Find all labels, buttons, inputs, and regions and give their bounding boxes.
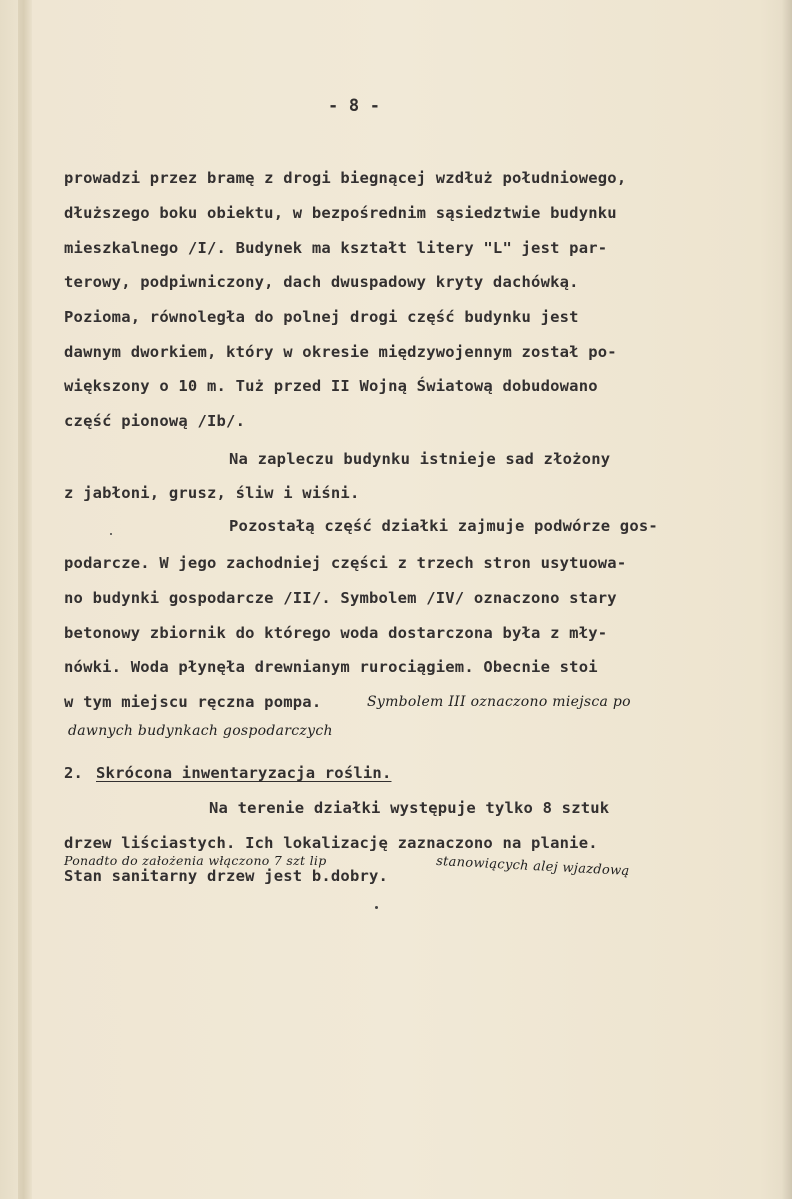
- text-line: dawnym dworkiem, który w okresie międzywojennym został po-: [64, 343, 617, 361]
- handwritten-note: dawnych budynkach gospodarczych: [68, 723, 333, 739]
- text-line: Na terenie działki występuje tylko 8 sztuk: [209, 799, 610, 817]
- text-line: Na zapleczu budynku istnieje sad złożony: [229, 450, 611, 468]
- text-line: nówki. Woda płynęła drewnianym rurociągiem. Obecnie stoi: [64, 658, 598, 676]
- text-line: drzew liściastych. Ich lokalizację zaznaczono na planie.: [64, 834, 598, 852]
- text-line: Stan sanitarny drzew jest b.dobry.: [64, 867, 389, 885]
- text-line: Pozioma, równoległa do polnej drogi część budynku jest: [64, 308, 579, 326]
- text-line: w tym miejscu ręczna pompa.: [64, 693, 322, 711]
- page-binding-shadow: [18, 0, 32, 1199]
- text-line: no budynki gospodarcze /II/. Symbolem /IV/ oznaczono stary: [64, 589, 617, 607]
- text-line: Pozostałą część działki zajmuje podwórze gos-: [229, 517, 658, 535]
- text-line: terowy, podpiwniczony, dach dwuspadowy kryty dachówką.: [64, 273, 579, 291]
- page-edge: [782, 0, 792, 1199]
- page-number: - 8 -: [328, 96, 381, 116]
- text-line: większony o 10 m. Tuż przed II Wojną Światową dobudowano: [64, 377, 598, 395]
- text-line: dłuższego boku obiektu, w bezpośrednim sąsiedztwie budynku: [64, 204, 617, 222]
- ink-speck: [110, 533, 112, 535]
- ink-speck: [375, 906, 378, 909]
- handwritten-note: Ponadto do założenia włączono 7 szt lip: [64, 853, 327, 868]
- text-line: z jabłoni, grusz, śliw i wiśni.: [64, 484, 360, 502]
- text-line: podarcze. W jego zachodniej części z trzech stron usytuowa-: [64, 554, 627, 572]
- handwritten-note: Symbolem III oznaczono miejsca po: [367, 694, 631, 710]
- text-line: część pionową /Ib/.: [64, 412, 246, 430]
- section-number: 2.: [64, 764, 84, 782]
- text-line: mieszkalnego /I/. Budynek ma kształt litery "L" jest par-: [64, 239, 608, 257]
- text-line: prowadzi przez bramę z drogi biegnącej wzdłuż południowego,: [64, 169, 627, 187]
- text-line: betonowy zbiornik do którego woda dostarczona była z mły-: [64, 624, 608, 642]
- handwritten-note: stanowiących alej wjazdową: [435, 853, 630, 880]
- section-title: Skrócona inwentaryzacja roślin.: [96, 764, 392, 782]
